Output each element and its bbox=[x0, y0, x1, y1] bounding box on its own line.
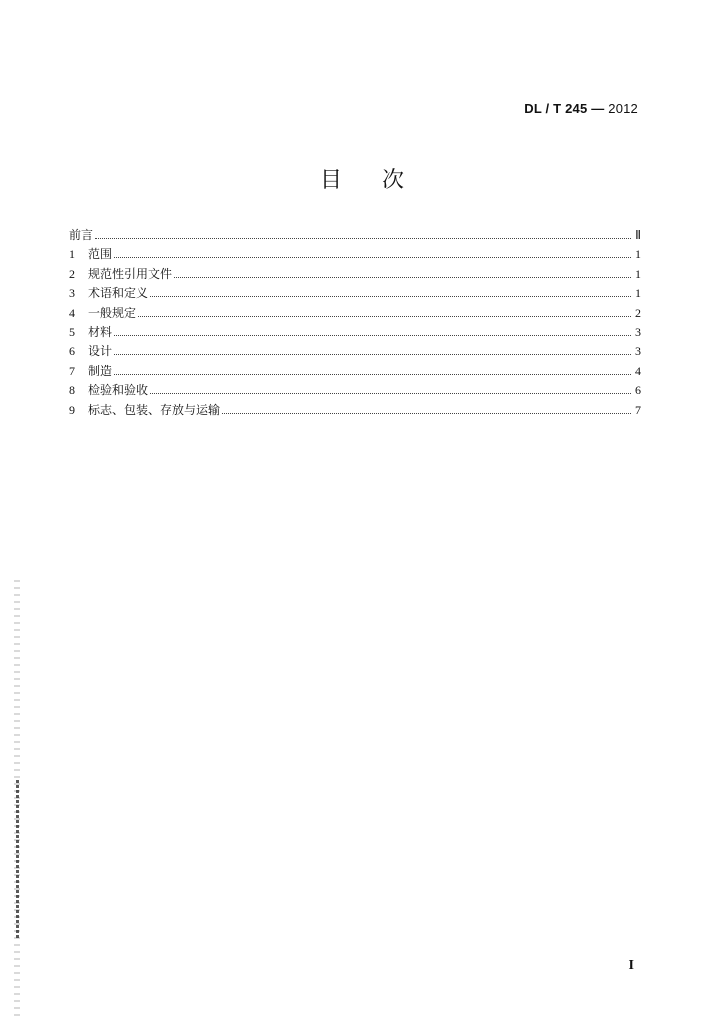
document-code-label: DL / T 245 bbox=[524, 101, 588, 116]
table-of-contents bbox=[69, 226, 641, 420]
toc-page: 2 bbox=[635, 305, 641, 320]
toc-leader bbox=[150, 295, 631, 297]
toc-label: 制造 bbox=[88, 363, 113, 378]
toc-label: 设计 bbox=[88, 344, 113, 359]
toc-number: 6 bbox=[69, 344, 75, 359]
toc-page: 4 bbox=[635, 363, 641, 378]
toc-number: 7 bbox=[69, 363, 75, 378]
document-code-dash: — bbox=[587, 101, 609, 116]
title-char-2: 次 bbox=[382, 168, 405, 193]
page-number: I bbox=[628, 958, 634, 973]
toc-leader bbox=[150, 392, 631, 394]
toc-label: 术语和定义 bbox=[88, 286, 149, 301]
toc-entry-normative-references[interactable] bbox=[69, 265, 641, 284]
toc-number: 2 bbox=[69, 266, 75, 281]
toc-label: 标志、包装、存放与运输 bbox=[88, 402, 221, 417]
toc-label: 规范性引用文件 bbox=[88, 266, 173, 281]
toc-page: 1 bbox=[635, 266, 641, 281]
page-title bbox=[0, 163, 724, 194]
toc-entry-marking-packing[interactable] bbox=[69, 401, 641, 420]
toc-entry-inspection[interactable] bbox=[69, 381, 641, 400]
toc-entry-foreword[interactable] bbox=[69, 226, 641, 245]
toc-number: 4 bbox=[69, 305, 75, 320]
toc-leader bbox=[114, 373, 631, 375]
scan-binding-mark bbox=[16, 780, 19, 940]
toc-entry-manufacture[interactable] bbox=[69, 362, 641, 381]
toc-label: 范围 bbox=[88, 247, 113, 262]
toc-page: 6 bbox=[635, 383, 641, 398]
toc-leader bbox=[174, 276, 631, 278]
toc-label: 检验和验收 bbox=[88, 383, 149, 398]
toc-entry-terms[interactable] bbox=[69, 284, 641, 303]
toc-page: 7 bbox=[635, 402, 641, 417]
toc-page: 3 bbox=[635, 344, 641, 359]
toc-page: 1 bbox=[635, 247, 641, 262]
toc-label: 一般规定 bbox=[88, 305, 137, 320]
toc-number: 1 bbox=[69, 247, 75, 262]
document-year: 2012 bbox=[608, 101, 638, 116]
toc-leader bbox=[114, 256, 631, 258]
toc-entry-scope[interactable] bbox=[69, 245, 641, 264]
toc-number: 5 bbox=[69, 324, 75, 339]
toc-page: Ⅱ bbox=[635, 228, 641, 242]
toc-entry-design[interactable] bbox=[69, 342, 641, 361]
toc-page: 3 bbox=[635, 324, 641, 339]
toc-leader bbox=[95, 237, 631, 239]
title-char-1: 目 bbox=[319, 168, 342, 193]
toc-leader bbox=[138, 315, 631, 317]
toc-leader bbox=[222, 412, 631, 414]
toc-label: 前言 bbox=[69, 228, 94, 242]
toc-entry-general-provisions[interactable] bbox=[69, 304, 641, 323]
toc-label: 材料 bbox=[88, 324, 113, 339]
toc-page: 1 bbox=[635, 286, 641, 301]
toc-number: 8 bbox=[69, 383, 75, 398]
toc-leader bbox=[114, 334, 631, 336]
document-code bbox=[524, 101, 638, 116]
toc-entry-materials[interactable] bbox=[69, 323, 641, 342]
toc-number: 3 bbox=[69, 286, 75, 301]
toc-number: 9 bbox=[69, 402, 75, 417]
toc-leader bbox=[114, 353, 631, 355]
